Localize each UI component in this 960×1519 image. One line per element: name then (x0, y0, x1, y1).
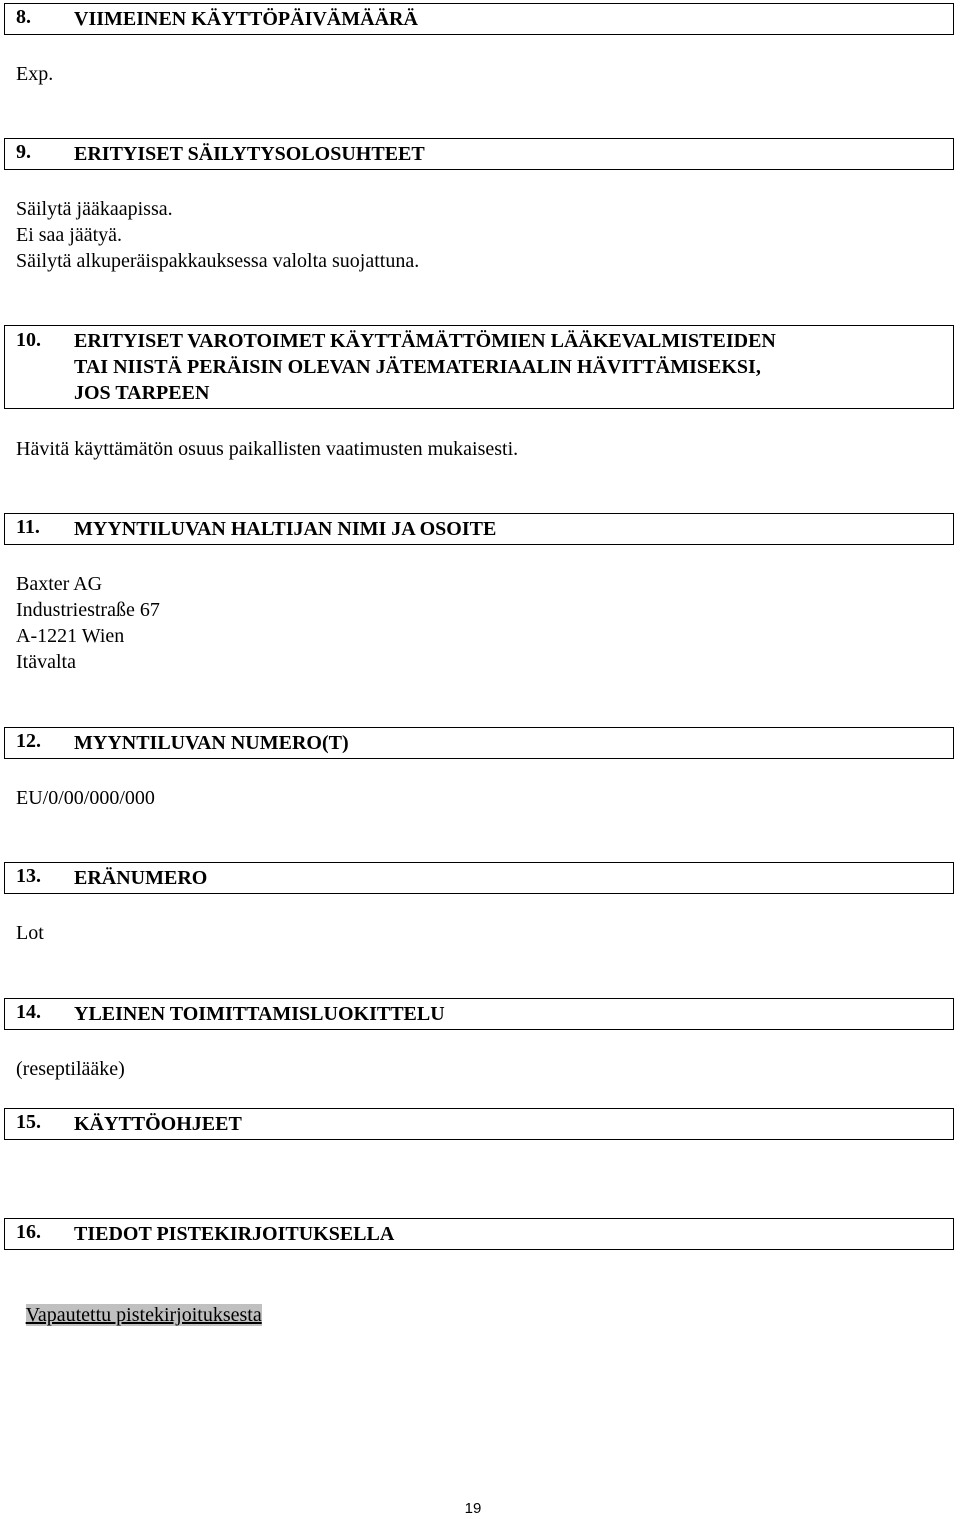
section-title: YLEINEN TOIMITTAMISLUOKITTELU (74, 1003, 445, 1025)
page-number: 19 (464, 1500, 482, 1517)
section-9-text: Ei saa jäätyä. (16, 224, 123, 246)
section-16-text-wrapper (16, 1276, 262, 1328)
section-number: 15. (16, 1111, 41, 1133)
section-title: ERÄNUMERO (74, 867, 208, 889)
section-12-header (4, 727, 954, 759)
section-10-header (4, 325, 954, 409)
section-14-header (4, 998, 954, 1030)
section-title: MYYNTILUVAN NUMERO(T) (74, 732, 349, 754)
section-13-header (4, 862, 954, 894)
section-10-text: Hävitä käyttämätön osuus paikallisten vaatimusten mukaisesti. (16, 438, 519, 460)
section-12-text: EU/0/00/000/000 (16, 787, 155, 809)
section-11-header (4, 513, 954, 545)
section-14-text: (reseptilääke) (16, 1058, 125, 1080)
section-number: 16. (16, 1221, 41, 1243)
section-9-header (4, 138, 954, 170)
section-number: 9. (16, 141, 31, 163)
section-title: ERITYISET SÄILYTYSOLOSUHTEET (74, 143, 425, 165)
section-title-line: ERITYISET VAROTOIMET KÄYTTÄMÄTTÖMIEN LÄÄKEVALMISTEIDEN (74, 330, 776, 352)
section-11-text: A-1221 Wien (16, 625, 125, 647)
section-8-text: Exp. (16, 63, 54, 85)
section-title-line: JOS TARPEEN (74, 382, 210, 404)
section-16-header (4, 1218, 954, 1250)
section-title: KÄYTTÖOHJEET (74, 1113, 242, 1135)
section-title: TIEDOT PISTEKIRJOITUKSELLA (74, 1223, 395, 1245)
section-9-text: Säilytä jääkaapissa. (16, 198, 173, 220)
section-8-header (4, 3, 954, 35)
section-11-text: Industriestraße 67 (16, 599, 160, 621)
section-number: 11. (16, 516, 40, 538)
section-number: 8. (16, 6, 31, 28)
section-15-header (4, 1108, 954, 1140)
section-9-text: Säilytä alkuperäispakkauksessa valolta suojattuna. (16, 250, 420, 272)
section-number: 10. (16, 329, 41, 351)
section-title: MYYNTILUVAN HALTIJAN NIMI JA OSOITE (74, 518, 497, 540)
section-number: 13. (16, 865, 41, 887)
section-13-text: Lot (16, 922, 44, 944)
section-title-line: TAI NIISTÄ PERÄISIN OLEVAN JÄTEMATERIAALIN HÄVITTÄMISEKSI, (74, 356, 761, 378)
section-11-text: Itävalta (16, 651, 76, 673)
section-11-text: Baxter AG (16, 573, 103, 595)
section-number: 14. (16, 1001, 41, 1023)
section-title: VIIMEINEN KÄYTTÖPÄIVÄMÄÄRÄ (74, 8, 418, 30)
section-number: 12. (16, 730, 41, 752)
section-16-text: Vapautettu pistekirjoituksesta (25, 1304, 262, 1326)
